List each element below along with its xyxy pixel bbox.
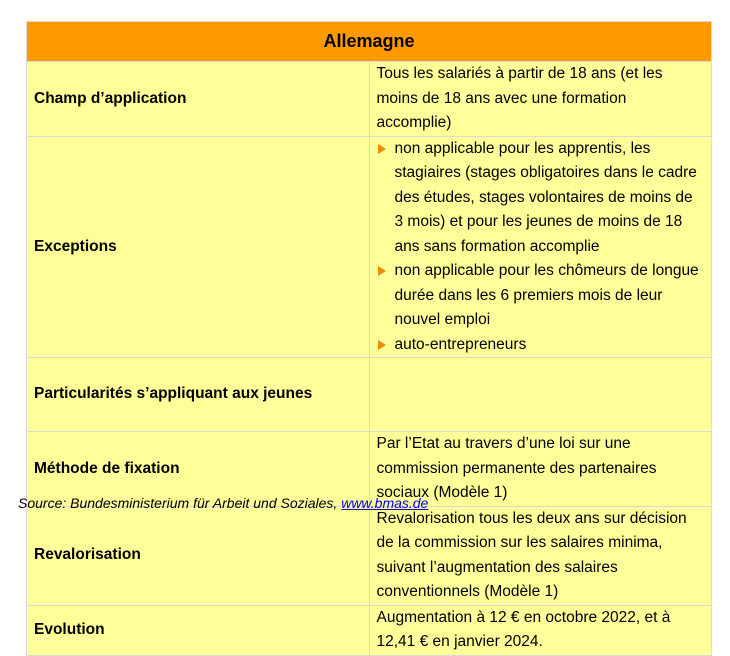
row-champ-application (27, 62, 712, 137)
row-label: Evolution (27, 605, 370, 655)
source-note (18, 495, 428, 511)
row-particularites (27, 358, 712, 432)
list-item (377, 259, 706, 333)
row-value: Par l’Etat au travers d’une loi sur une commission permanente des partenaires sociaux (Modèle 1) (369, 432, 712, 507)
triangle-right-icon (378, 340, 386, 350)
list-item (377, 333, 706, 358)
list-item-text: non applicable pour les chômeurs de longue durée dans les 6 premiers mois de leur nouvel emploi (394, 262, 699, 328)
triangle-right-icon (378, 144, 386, 154)
row-label: Méthode de fixation (27, 432, 370, 507)
table-title: Allemagne (27, 22, 712, 62)
row-revalorisation (27, 506, 712, 605)
row-label: Champ d’application (27, 62, 370, 137)
row-value: Augmentation à 12 € en octobre 2022, et à 12,41 € en janvier 2024. (369, 605, 712, 655)
triangle-right-icon (378, 266, 386, 276)
table-header-row (27, 22, 712, 62)
row-value (369, 358, 712, 432)
list-item (377, 137, 706, 260)
row-label: Particularités s’appliquant aux jeunes (27, 358, 370, 432)
row-label: Exceptions (27, 136, 370, 358)
minimum-wage-table (26, 21, 712, 656)
row-value: Revalorisation tous les deux ans sur décision de la commission sur les salaires minima, suivant l’augmentation des salaires conventionnels (Modèle 1) (369, 506, 712, 605)
row-evolution (27, 605, 712, 655)
row-label: Revalorisation (27, 506, 370, 605)
row-exceptions (27, 136, 712, 358)
source-link[interactable]: www.bmas.de (341, 495, 429, 511)
row-value: Tous les salariés à partir de 18 ans (et les moins de 18 ans avec une formation accomplie) (369, 62, 712, 137)
row-value (369, 136, 712, 358)
source-text: Source: Bundesministerium für Arbeit und Soziales, (18, 495, 342, 511)
list-item-text: auto-entrepreneurs (394, 335, 527, 353)
exceptions-list (377, 137, 706, 358)
list-item-text: non applicable pour les apprentis, les stagiaires (stages obligatoires dans le cadre des études, stages volontaires de moins de 3 mois) et pour les jeunes de moins de 18 ans sans formation accomplie (394, 139, 697, 255)
